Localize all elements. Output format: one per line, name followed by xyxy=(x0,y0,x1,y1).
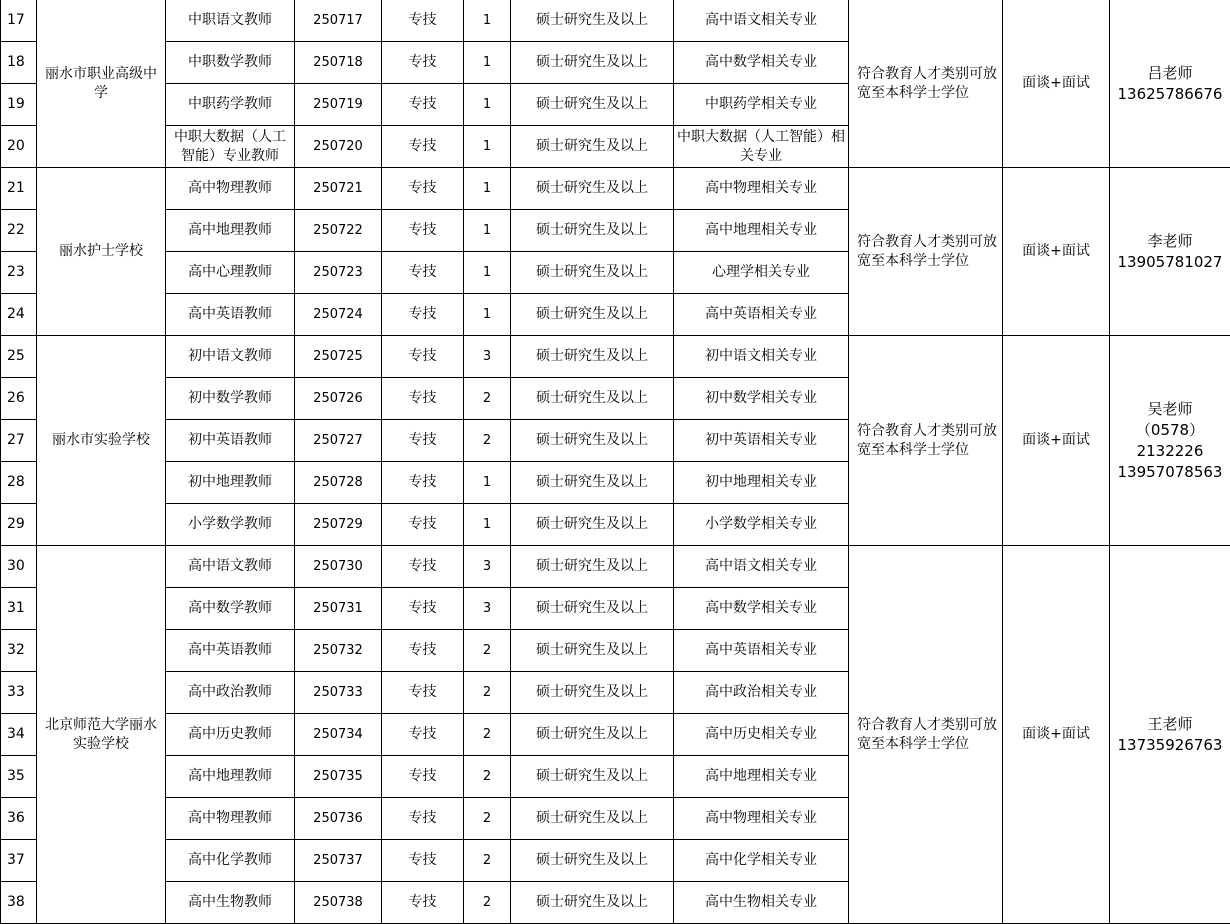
post-type: 专技 xyxy=(382,840,464,882)
row-number: 33 xyxy=(1,672,37,714)
row-number: 20 xyxy=(1,126,37,168)
education-requirement: 硕士研究生及以上 xyxy=(511,672,674,714)
contact-name: 李老师 xyxy=(1112,231,1228,252)
school-name: 丽水市实验学校 xyxy=(37,336,166,546)
post-code: 250733 xyxy=(295,672,382,714)
post-code: 250722 xyxy=(295,210,382,252)
post-code: 250719 xyxy=(295,84,382,126)
major-requirement: 小学数学相关专业 xyxy=(674,504,849,546)
post-type: 专技 xyxy=(382,756,464,798)
contact-name: 吴老师 xyxy=(1112,399,1228,420)
post-code: 250726 xyxy=(295,378,382,420)
major-requirement: 高中语文相关专业 xyxy=(674,546,849,588)
post-count: 1 xyxy=(464,210,511,252)
contact-phone: 13735926763 xyxy=(1112,735,1228,756)
major-requirement: 初中英语相关专业 xyxy=(674,420,849,462)
major-requirement: 高中地理相关专业 xyxy=(674,756,849,798)
post-type: 专技 xyxy=(382,0,464,42)
major-requirement: 高中数学相关专业 xyxy=(674,588,849,630)
post-count: 3 xyxy=(464,336,511,378)
contact-cell xyxy=(1110,336,1230,546)
post-code: 250729 xyxy=(295,504,382,546)
post-count: 2 xyxy=(464,714,511,756)
post-type: 专技 xyxy=(382,588,464,630)
post-code: 250737 xyxy=(295,840,382,882)
post-code: 250720 xyxy=(295,126,382,168)
post-type: 专技 xyxy=(382,378,464,420)
major-requirement: 高中英语相关专业 xyxy=(674,294,849,336)
post-count: 1 xyxy=(464,168,511,210)
row-number: 31 xyxy=(1,588,37,630)
education-requirement: 硕士研究生及以上 xyxy=(511,336,674,378)
post-count: 3 xyxy=(464,546,511,588)
post-count: 1 xyxy=(464,42,511,84)
post-name: 初中地理教师 xyxy=(166,462,295,504)
post-code: 250721 xyxy=(295,168,382,210)
post-name: 初中英语教师 xyxy=(166,420,295,462)
post-name: 高中地理教师 xyxy=(166,756,295,798)
row-number: 24 xyxy=(1,294,37,336)
post-count: 1 xyxy=(464,252,511,294)
row-number: 25 xyxy=(1,336,37,378)
post-count: 2 xyxy=(464,378,511,420)
major-requirement: 高中物理相关专业 xyxy=(674,168,849,210)
post-count: 1 xyxy=(464,126,511,168)
post-name: 高中物理教师 xyxy=(166,798,295,840)
post-type: 专技 xyxy=(382,672,464,714)
post-name: 高中数学教师 xyxy=(166,588,295,630)
post-count: 2 xyxy=(464,420,511,462)
row-number: 17 xyxy=(1,0,37,42)
education-requirement: 硕士研究生及以上 xyxy=(511,42,674,84)
major-requirement: 高中政治相关专业 xyxy=(674,672,849,714)
post-count: 2 xyxy=(464,756,511,798)
post-code: 250727 xyxy=(295,420,382,462)
recruitment-method: 面谈+面试 xyxy=(1003,336,1110,546)
post-name: 高中政治教师 xyxy=(166,672,295,714)
row-number: 36 xyxy=(1,798,37,840)
education-requirement: 硕士研究生及以上 xyxy=(511,168,674,210)
post-type: 专技 xyxy=(382,294,464,336)
school-name: 丽水市职业高级中学 xyxy=(37,0,166,168)
education-requirement: 硕士研究生及以上 xyxy=(511,504,674,546)
post-code: 250725 xyxy=(295,336,382,378)
post-name: 中职语文教师 xyxy=(166,0,295,42)
post-name: 高中生物教师 xyxy=(166,882,295,924)
post-name: 初中数学教师 xyxy=(166,378,295,420)
post-count: 2 xyxy=(464,840,511,882)
post-type: 专技 xyxy=(382,504,464,546)
post-code: 250738 xyxy=(295,882,382,924)
major-requirement: 初中数学相关专业 xyxy=(674,378,849,420)
post-count: 2 xyxy=(464,630,511,672)
post-code: 250731 xyxy=(295,588,382,630)
post-type: 专技 xyxy=(382,336,464,378)
post-count: 1 xyxy=(464,0,511,42)
table-row xyxy=(1,168,1230,210)
education-requirement: 硕士研究生及以上 xyxy=(511,420,674,462)
row-number: 32 xyxy=(1,630,37,672)
other-requirement: 符合教育人才类别可放宽至本科学士学位 xyxy=(849,336,1003,546)
post-code: 250730 xyxy=(295,546,382,588)
post-name: 中职药学教师 xyxy=(166,84,295,126)
recruitment-method: 面谈+面试 xyxy=(1003,168,1110,336)
post-name: 高中英语教师 xyxy=(166,294,295,336)
post-code: 250717 xyxy=(295,0,382,42)
contact-phone: 13957078563 xyxy=(1112,462,1228,483)
table-body xyxy=(1,0,1230,924)
post-count: 2 xyxy=(464,672,511,714)
post-name: 中职大数据（人工智能）专业教师 xyxy=(166,126,295,168)
education-requirement: 硕士研究生及以上 xyxy=(511,882,674,924)
row-number: 28 xyxy=(1,462,37,504)
education-requirement: 硕士研究生及以上 xyxy=(511,798,674,840)
major-requirement: 中职药学相关专业 xyxy=(674,84,849,126)
post-name: 高中地理教师 xyxy=(166,210,295,252)
post-name: 高中历史教师 xyxy=(166,714,295,756)
post-type: 专技 xyxy=(382,168,464,210)
education-requirement: 硕士研究生及以上 xyxy=(511,756,674,798)
row-number: 37 xyxy=(1,840,37,882)
row-number: 27 xyxy=(1,420,37,462)
education-requirement: 硕士研究生及以上 xyxy=(511,462,674,504)
education-requirement: 硕士研究生及以上 xyxy=(511,252,674,294)
major-requirement: 高中地理相关专业 xyxy=(674,210,849,252)
table-row xyxy=(1,0,1230,42)
post-type: 专技 xyxy=(382,462,464,504)
post-code: 250734 xyxy=(295,714,382,756)
post-code: 250723 xyxy=(295,252,382,294)
contact-name: 王老师 xyxy=(1112,714,1228,735)
post-code: 250732 xyxy=(295,630,382,672)
major-requirement: 中职大数据（人工智能）相关专业 xyxy=(674,126,849,168)
education-requirement: 硕士研究生及以上 xyxy=(511,588,674,630)
school-name: 丽水护士学校 xyxy=(37,168,166,336)
education-requirement: 硕士研究生及以上 xyxy=(511,546,674,588)
education-requirement: 硕士研究生及以上 xyxy=(511,0,674,42)
school-name: 北京师范大学丽水实验学校 xyxy=(37,546,166,924)
post-type: 专技 xyxy=(382,546,464,588)
contact-cell xyxy=(1110,0,1230,168)
major-requirement: 高中英语相关专业 xyxy=(674,630,849,672)
other-requirement: 符合教育人才类别可放宽至本科学士学位 xyxy=(849,546,1003,924)
post-count: 2 xyxy=(464,882,511,924)
contact-phone: 13905781027 xyxy=(1112,252,1228,273)
post-code: 250728 xyxy=(295,462,382,504)
education-requirement: 硕士研究生及以上 xyxy=(511,378,674,420)
major-requirement: 心理学相关专业 xyxy=(674,252,849,294)
major-requirement: 高中物理相关专业 xyxy=(674,798,849,840)
education-requirement: 硕士研究生及以上 xyxy=(511,210,674,252)
post-name: 小学数学教师 xyxy=(166,504,295,546)
row-number: 29 xyxy=(1,504,37,546)
post-type: 专技 xyxy=(382,630,464,672)
row-number: 35 xyxy=(1,756,37,798)
recruitment-method: 面谈+面试 xyxy=(1003,546,1110,924)
post-code: 250724 xyxy=(295,294,382,336)
post-name: 高中物理教师 xyxy=(166,168,295,210)
contact-name: 吕老师 xyxy=(1112,63,1228,84)
post-name: 高中心理教师 xyxy=(166,252,295,294)
post-count: 1 xyxy=(464,504,511,546)
major-requirement: 初中地理相关专业 xyxy=(674,462,849,504)
post-count: 1 xyxy=(464,462,511,504)
post-name: 高中英语教师 xyxy=(166,630,295,672)
post-name: 初中语文教师 xyxy=(166,336,295,378)
major-requirement: 高中化学相关专业 xyxy=(674,840,849,882)
education-requirement: 硕士研究生及以上 xyxy=(511,126,674,168)
post-type: 专技 xyxy=(382,714,464,756)
contact-landline: 2132226 xyxy=(1112,441,1228,462)
post-type: 专技 xyxy=(382,252,464,294)
post-type: 专技 xyxy=(382,126,464,168)
education-requirement: 硕士研究生及以上 xyxy=(511,294,674,336)
major-requirement: 高中历史相关专业 xyxy=(674,714,849,756)
post-type: 专技 xyxy=(382,798,464,840)
row-number: 23 xyxy=(1,252,37,294)
contact-area-code: （0578） xyxy=(1112,420,1228,441)
post-type: 专技 xyxy=(382,210,464,252)
post-code: 250736 xyxy=(295,798,382,840)
post-type: 专技 xyxy=(382,420,464,462)
post-name: 高中化学教师 xyxy=(166,840,295,882)
education-requirement: 硕士研究生及以上 xyxy=(511,84,674,126)
post-type: 专技 xyxy=(382,42,464,84)
table-row xyxy=(1,336,1230,378)
education-requirement: 硕士研究生及以上 xyxy=(511,714,674,756)
major-requirement: 高中数学相关专业 xyxy=(674,42,849,84)
row-number: 38 xyxy=(1,882,37,924)
education-requirement: 硕士研究生及以上 xyxy=(511,840,674,882)
post-count: 3 xyxy=(464,588,511,630)
post-count: 1 xyxy=(464,84,511,126)
post-code: 250735 xyxy=(295,756,382,798)
row-number: 19 xyxy=(1,84,37,126)
other-requirement: 符合教育人才类别可放宽至本科学士学位 xyxy=(849,168,1003,336)
row-number: 30 xyxy=(1,546,37,588)
post-count: 2 xyxy=(464,798,511,840)
other-requirement: 符合教育人才类别可放宽至本科学士学位 xyxy=(849,0,1003,168)
post-code: 250718 xyxy=(295,42,382,84)
major-requirement: 初中语文相关专业 xyxy=(674,336,849,378)
row-number: 18 xyxy=(1,42,37,84)
row-number: 21 xyxy=(1,168,37,210)
post-type: 专技 xyxy=(382,882,464,924)
contact-cell xyxy=(1110,168,1230,336)
row-number: 22 xyxy=(1,210,37,252)
contact-phone: 13625786676 xyxy=(1112,84,1228,105)
post-name: 高中语文教师 xyxy=(166,546,295,588)
recruitment-method: 面谈+面试 xyxy=(1003,0,1110,168)
contact-cell xyxy=(1110,546,1230,924)
post-type: 专技 xyxy=(382,84,464,126)
education-requirement: 硕士研究生及以上 xyxy=(511,630,674,672)
row-number: 34 xyxy=(1,714,37,756)
row-number: 26 xyxy=(1,378,37,420)
major-requirement: 高中生物相关专业 xyxy=(674,882,849,924)
post-count: 1 xyxy=(464,294,511,336)
major-requirement: 高中语文相关专业 xyxy=(674,0,849,42)
post-name: 中职数学教师 xyxy=(166,42,295,84)
table-row xyxy=(1,546,1230,588)
